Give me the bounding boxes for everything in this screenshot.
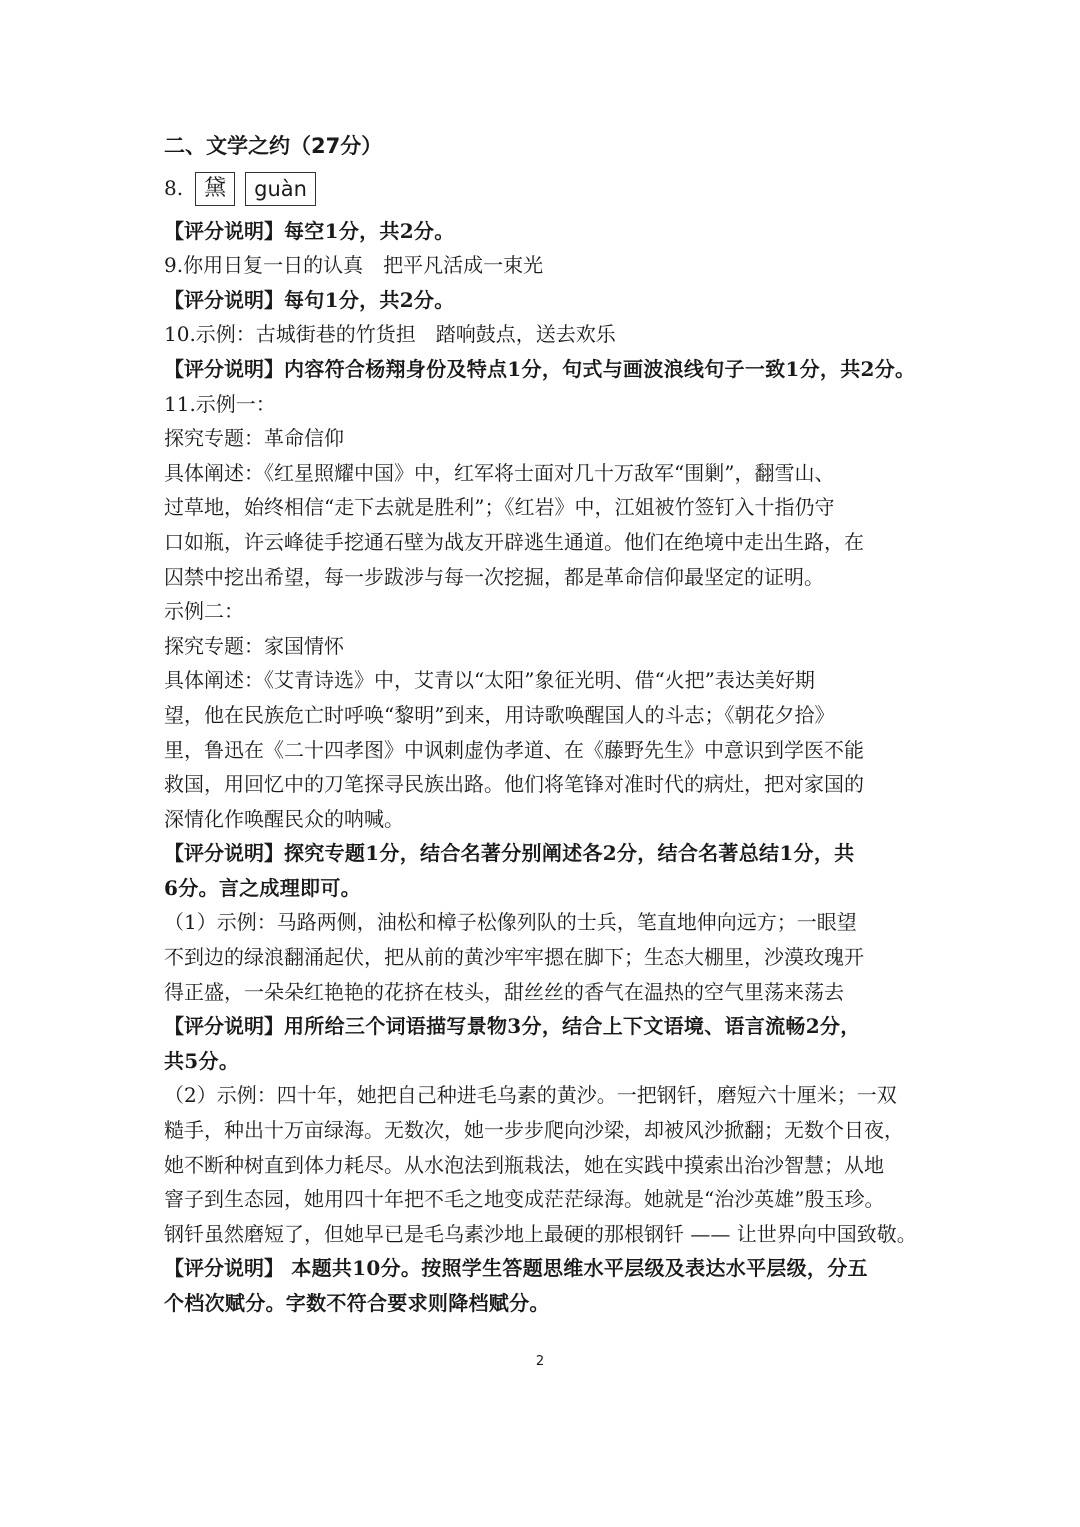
text-line: 囚禁中挖出希望，每一步跋涉与每一次挖掘，都是革命信仰最坚定的证明。: [164, 564, 824, 589]
text-line: 9.你用日复一日的认真 把平凡活成一束光: [164, 253, 544, 278]
text-line: 过草地，始终相信“走下去就是胜利”；《红岩》中，江姐被竹签钉入十指仍守: [164, 495, 835, 520]
text-line: （1）示例：马路两侧，油松和樟子松像列队的士兵，笔直地伸向远方；一眼望: [164, 910, 857, 935]
scoring-note-continuation: 6分。言之成理即可。: [164, 875, 361, 900]
scoring-note-line: [164, 283, 924, 318]
text-line: 她不断种树直到体力耗尽。从水泡法到瓶栽法，她在实践中摸索出治沙智慧；从地: [164, 1152, 884, 1177]
scoring-note-continuation: 共5分。: [164, 1048, 240, 1073]
scoring-note-line: [164, 352, 924, 387]
text-line: 里，鲁迅在《二十四孝图》中讽刺虚伪孝道、在《藤野先生》中意识到学医不能: [164, 737, 864, 762]
scoring-note-label: 【评分说明】: [164, 841, 284, 866]
scoring-note-label: 【评分说明】: [164, 1256, 284, 1281]
answer-box-character: 黛: [195, 172, 235, 206]
text-line: 示例二：: [164, 599, 244, 624]
scoring-note-text: 内容符合杨翔身份及特点1分，句式与画波浪线句子一致1分，共2分。: [284, 356, 916, 381]
text-line: 探究专题：革命信仰: [164, 426, 344, 451]
section-title: 二、文学之约（27分）: [164, 134, 383, 158]
text-line: 口如瓶，许云峰徒手挖通石壁为战友开辟逃生通道。他们在绝境中走出生路，在: [164, 529, 864, 554]
text-line: 探究专题：家国情怀: [164, 633, 344, 658]
scoring-note-label: 【评分说明】: [164, 218, 284, 243]
text-line: （2）示例：四十年，她把自己种进毛乌素的黄沙。一把钢钎，磨短六十厘米；一双: [164, 1083, 897, 1108]
scoring-note-label: 【评分说明】: [164, 1014, 284, 1039]
text-line: 钢钎虽然磨短了，但她早已是毛乌素沙地上最硬的那根钢钎 —— 让世界向中国致敬。: [164, 1221, 917, 1246]
answer-content: [164, 129, 924, 1321]
text-line: 望，他在民族危亡时呼唤“黎明”到来，用诗歌唤醒国人的斗志；《朝花夕拾》: [164, 702, 835, 727]
question-8: [164, 164, 924, 214]
answer-box-pinyin: guàn: [245, 172, 316, 206]
text-line: 具体阐述：《艾青诗选》中，艾青以“太阳”象征光明、借“火把”表达美好期: [164, 668, 815, 693]
scoring-note-continuation: 个档次赋分。字数不符合要求则降档赋分。: [164, 1291, 550, 1315]
scoring-note-line: [164, 836, 924, 871]
text-line: 得正盛，一朵朵红艳艳的花挤在枝头，甜丝丝的香气在温热的空气里荡来荡去: [164, 979, 844, 1004]
question-8-number: 8.: [164, 176, 184, 201]
text-line: 窨子到生态园，她用四十年把不毛之地变成茫茫绿海。她就是“治沙英雄”殷玉珍。: [164, 1187, 885, 1212]
scoring-note-text: 探究专题1分，结合名著分别阐述各2分，结合名著总结1分，共: [284, 841, 855, 866]
scoring-note-line: [164, 1251, 924, 1286]
text-line: 11.示例一：: [164, 391, 276, 416]
text-line: 不到边的绿浪翻涌起伏，把从前的黄沙牢牢摁在脚下；生态大棚里，沙漠玫瑰开: [164, 945, 864, 970]
answer-lines: [164, 214, 924, 1321]
scoring-note-text: 每句1分，共2分。: [284, 287, 455, 312]
text-line: 具体阐述：《红星照耀中国》中，红军将士面对几十万敌军“围剿”，翻雪山、: [164, 460, 835, 485]
page-number: 2: [535, 1354, 545, 1369]
scoring-note-line: [164, 1009, 924, 1044]
scoring-note-text: 用所给三个词语描写景物3分，结合上下文语境、语言流畅2分，: [284, 1014, 861, 1039]
text-line: 救国，用回忆中的刀笔探寻民族出路。他们将笔锋对准时代的病灶，把对家国的: [164, 772, 864, 797]
scoring-note-label: 【评分说明】: [164, 356, 284, 381]
scoring-note-label: 【评分说明】: [164, 287, 284, 312]
text-line: 10.示例：古城街巷的竹货担 踏响鼓点，送去欢乐: [164, 322, 616, 347]
scoring-note-text: 每空1分，共2分。: [284, 218, 455, 243]
text-line: 深情化作唤醒民众的呐喊。: [164, 806, 404, 831]
scoring-note-line: [164, 214, 924, 249]
text-line: 糙手，种出十万亩绿海。无数次，她一步步爬向沙梁，却被风沙掀翻；无数个日夜，: [164, 1118, 904, 1143]
scoring-note-text: 本题共10分。按照学生答题思维水平层级及表达水平层级，分五: [284, 1256, 868, 1281]
